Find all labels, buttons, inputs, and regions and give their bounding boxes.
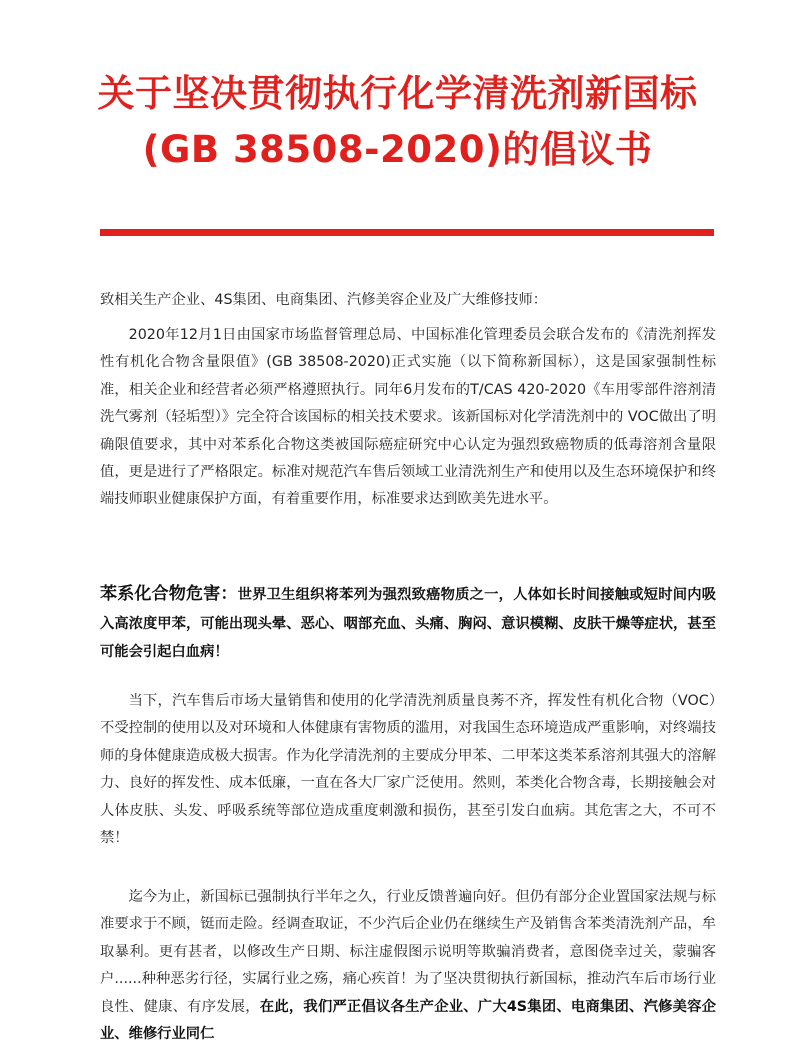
paragraph-1-text: 2020年12月1日由国家市场监督管理总局、中国标准化管理委员会联合发布的《清洗剂挥发性有机化合物含量限值》(GB 38508-2020)正式实施（以下简称新国标），这是国家强制性标准，相关企业和经营者必须严格遵照执行。同年6月发布的T/CAS 420-2020《车用零部件溶剂清洗气雾剂（轻垢型）》完全符合该国标的相关技术要求。该新国标对化学清洗剂中的 VOC做出了明确限值要求，其中对苯系化合物这类被国际癌症研究中心认定为强烈致癌物质的低毒溶剂含量限值，更是进行了严格限定。标准对规范汽车售后领域工业清洗剂生产和使用以及生态环境保护和终端技师职业健康保护方面，有着重要作用，标准要求达到欧美先进水平。: [100, 327, 716, 508]
title-line-1: 关于坚决贯彻执行化学清洗剂新国标: [97, 72, 698, 115]
paragraph-standard-intro: [100, 322, 716, 514]
hazard-paragraph: [100, 580, 716, 667]
paragraph-market-situation: [100, 688, 716, 852]
hazard-heading: 苯系化合物危害：: [100, 584, 238, 604]
paragraph-call-to-action: [100, 884, 716, 1048]
paragraph-3: [100, 884, 716, 1048]
title-divider: [100, 229, 714, 236]
hazard-text: 世界卫生组织将苯列为强烈致癌物质之一，人体如长时间接触或短时间内吸入高浓度甲苯，可能出现头晕、恶心、咽部充血、头痛、胸闷、意识模糊、皮肤干燥等症状，甚至可能会引起白血病！: [100, 587, 716, 660]
benzene-hazard-callout: [100, 580, 716, 667]
paragraph-2-text: 当下，汽车售后市场大量销售和使用的化学清洗剂质量良莠不齐，挥发性有机化合物（VOC）不受控制的使用以及对环境和人体健康有害物质的滥用，对我国生态环境造成严重影响，对终端技师的身体健康造成极大损害。作为化学清洗剂的主要成分甲苯、二甲苯这类苯系溶剂其强大的溶解力、良好的挥发性、成本低廉，一直在各大厂家广泛使用。然则，苯类化合物含毒，长期接触会对人体皮肤、头发、呼吸系统等部位造成重度刺激和损伤，甚至引发白血病。其危害之大，不可不禁！: [100, 693, 716, 847]
paragraph-3-text: 迄今为止，新国标已强制执行半年之久，行业反馈普遍向好。但仍有部分企业置国家法规与标准要求于不顾，铤而走险。经调查取证，不少汽后企业仍在继续生产及销售含苯类清洗剂产品，牟取暴利。更有甚者，以修改生产日期、标注虚假图示说明等欺骗消费者，意图侥幸过关，蒙骗客户......种种恶劣行径，实属行业之殇，痛心疾首！为了坚决贯彻执行新国标，推动汽车后市场行业良性、健康、有序发展，: [100, 889, 716, 1015]
salutation: 致相关生产企业、4S集团、电商集团、汽修美容企业及广大维修技师：: [100, 292, 548, 308]
title-line-2: (GB 38508-2020)的倡议书: [142, 128, 653, 171]
document-title: [0, 66, 795, 178]
paragraph-3-bold-text: 在此，我们严正倡议各生产企业、广大4S集团、电商集团、汽修美容企业、维修行业同仁: [100, 998, 716, 1043]
